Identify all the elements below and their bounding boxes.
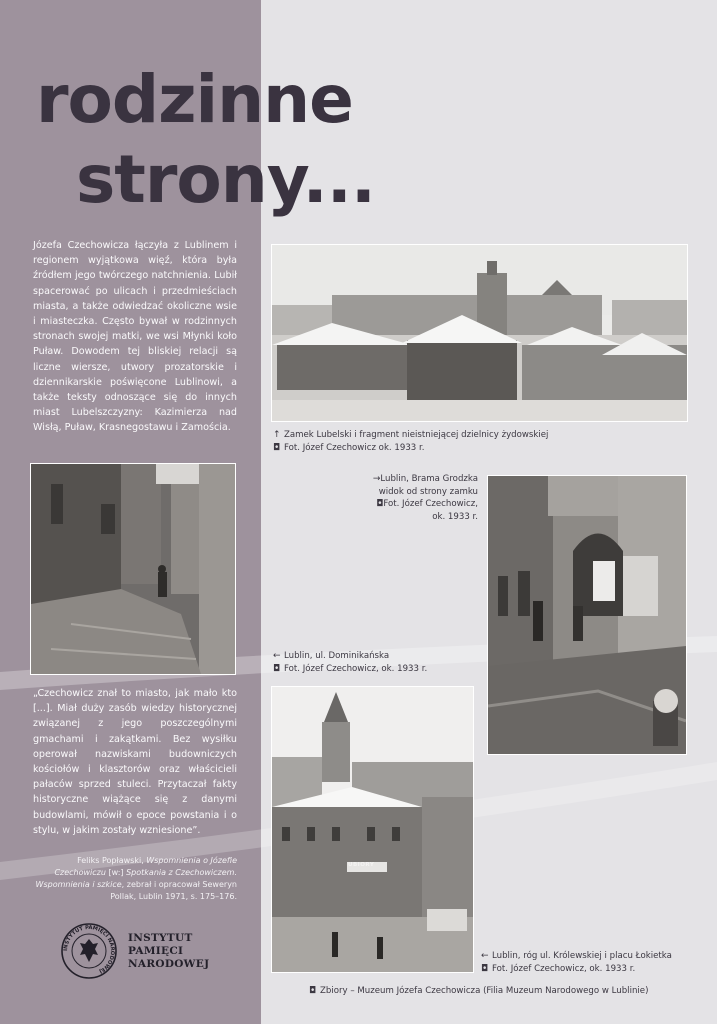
collection-credit — [309, 985, 709, 998]
arrow-left-icon: ← — [273, 651, 281, 661]
source-book: Spotkania z Czechowiczem. Wspomnienia i szkice — [35, 868, 237, 889]
collection-credit-text: Zbiory – Muzeum Józefa Czechowicza (Filia Muzeum Narodowego w Lublinie) — [320, 986, 649, 996]
camera-icon: ◘ — [273, 442, 281, 453]
quote-paragraph: „Czechowicz znał to miasto, jak mało kto [...]. Miał duży zasób wiedzy historycznej związanej z jego poszczególnymi gmachami i zakątkami. Bez wysiłku operował nazwiskami budowniczych kościołów i klasztorów oraz właścicieli pałaców sprzed stuleci. Przytaczał fakty historyczne wiążące się z danymi budowlami, mówił o epoce powstania i o stylu, w jakim zostały wzniesione”. — [33, 688, 237, 836]
caption-gate-photo-1: Fot. Józef Czechowicz, — [383, 499, 478, 509]
camera-icon: ◘ — [309, 986, 317, 996]
caption-gate-line-2: widok od strony zamku — [378, 486, 478, 497]
caption-gate-line-1: Lublin, Brama Grodzka — [380, 474, 478, 484]
source-rest: , zebrał i opracował Seweryn Pollak, Lublin 1971, s. 175–176. — [110, 880, 237, 901]
ipn-logo-text — [128, 932, 209, 971]
caption-castle-text: Zamek Lubelski i fragment nieistniejącej dzielnicy żydowskiej — [284, 430, 549, 440]
logo-line-1: INSTYTUT — [128, 932, 193, 944]
photo-lublin-castle — [271, 244, 688, 422]
arrow-left-icon: ← — [481, 951, 489, 961]
photo-dominikanska-street — [30, 463, 236, 675]
page-title — [36, 60, 375, 220]
camera-icon: ◘ — [376, 499, 384, 509]
intro-paragraph: Józefa Czechowicza łączyła z Lublinem i regionem wyjątkowa więź, która była źródłem jego twórczego natchnienia. Lubił spacerować po ulicach i przedmieściach miasta, a także odwiedzać okoliczne wsie i miasteczka. Często bywał w rodzinnych stronach swojej matki, we wsi Młynki koło Puław. Dowodem tej bliskiej relacji są liczne wiersze, utwory prozatorskie i dziennikarskie poświęcone Lublinowi, a także teksty odnoszące się do innych miast Lubelszczyzny: Kazimierza nad Wisłą, Puław, Krasnegostawu i Zamościa. — [33, 240, 237, 434]
ipn-logo — [60, 922, 220, 982]
arrow-up-icon: ↑ — [273, 430, 281, 440]
source-author: Feliks Popławski, — [77, 856, 147, 865]
camera-icon: ◘ — [273, 663, 281, 674]
photo-brama-grodzka — [487, 475, 687, 755]
caption-krolewska — [481, 950, 711, 975]
logo-line-2: PAMIĘCI — [128, 945, 184, 957]
title-line-2: strony... — [76, 141, 375, 218]
caption-dominikanska-text: Lublin, ul. Dominikańska — [284, 651, 390, 661]
arrow-right-icon: → — [372, 474, 381, 484]
photo-krolewska-corner — [271, 686, 474, 973]
caption-gate — [300, 473, 478, 523]
title-line-1: rodzinne — [36, 61, 353, 138]
camera-icon: ◘ — [481, 963, 489, 974]
caption-krolewska-text: Lublin, róg ul. Królewskiej i placu Łokietka — [492, 951, 672, 961]
ipn-seal-icon — [60, 922, 118, 980]
svg-text:INSTYTUT PAMIĘCI NARODOWEJ: INSTYTUT PAMIĘCI NARODOWEJ — [62, 924, 116, 975]
caption-gate-photo-2: ok. 1933 r. — [432, 511, 478, 522]
source-work: Wspomnienia o Józefie Czechowiczu — [54, 856, 237, 877]
caption-castle — [273, 429, 693, 454]
caption-krolewska-photo: Fot. Józef Czechowicz, ok. 1933 r. — [492, 963, 636, 974]
source-in: [w:] — [105, 868, 127, 877]
caption-dominikanska — [273, 650, 483, 675]
logo-line-3: NARODOWEJ — [128, 958, 210, 970]
caption-castle-photo: Fot. Józef Czechowicz ok. 1933 r. — [284, 442, 425, 453]
shop-sign: UBIORY — [348, 862, 375, 868]
quote-source — [33, 855, 237, 903]
caption-dominikanska-photo: Fot. Józef Czechowicz, ok. 1933 r. — [284, 663, 428, 674]
